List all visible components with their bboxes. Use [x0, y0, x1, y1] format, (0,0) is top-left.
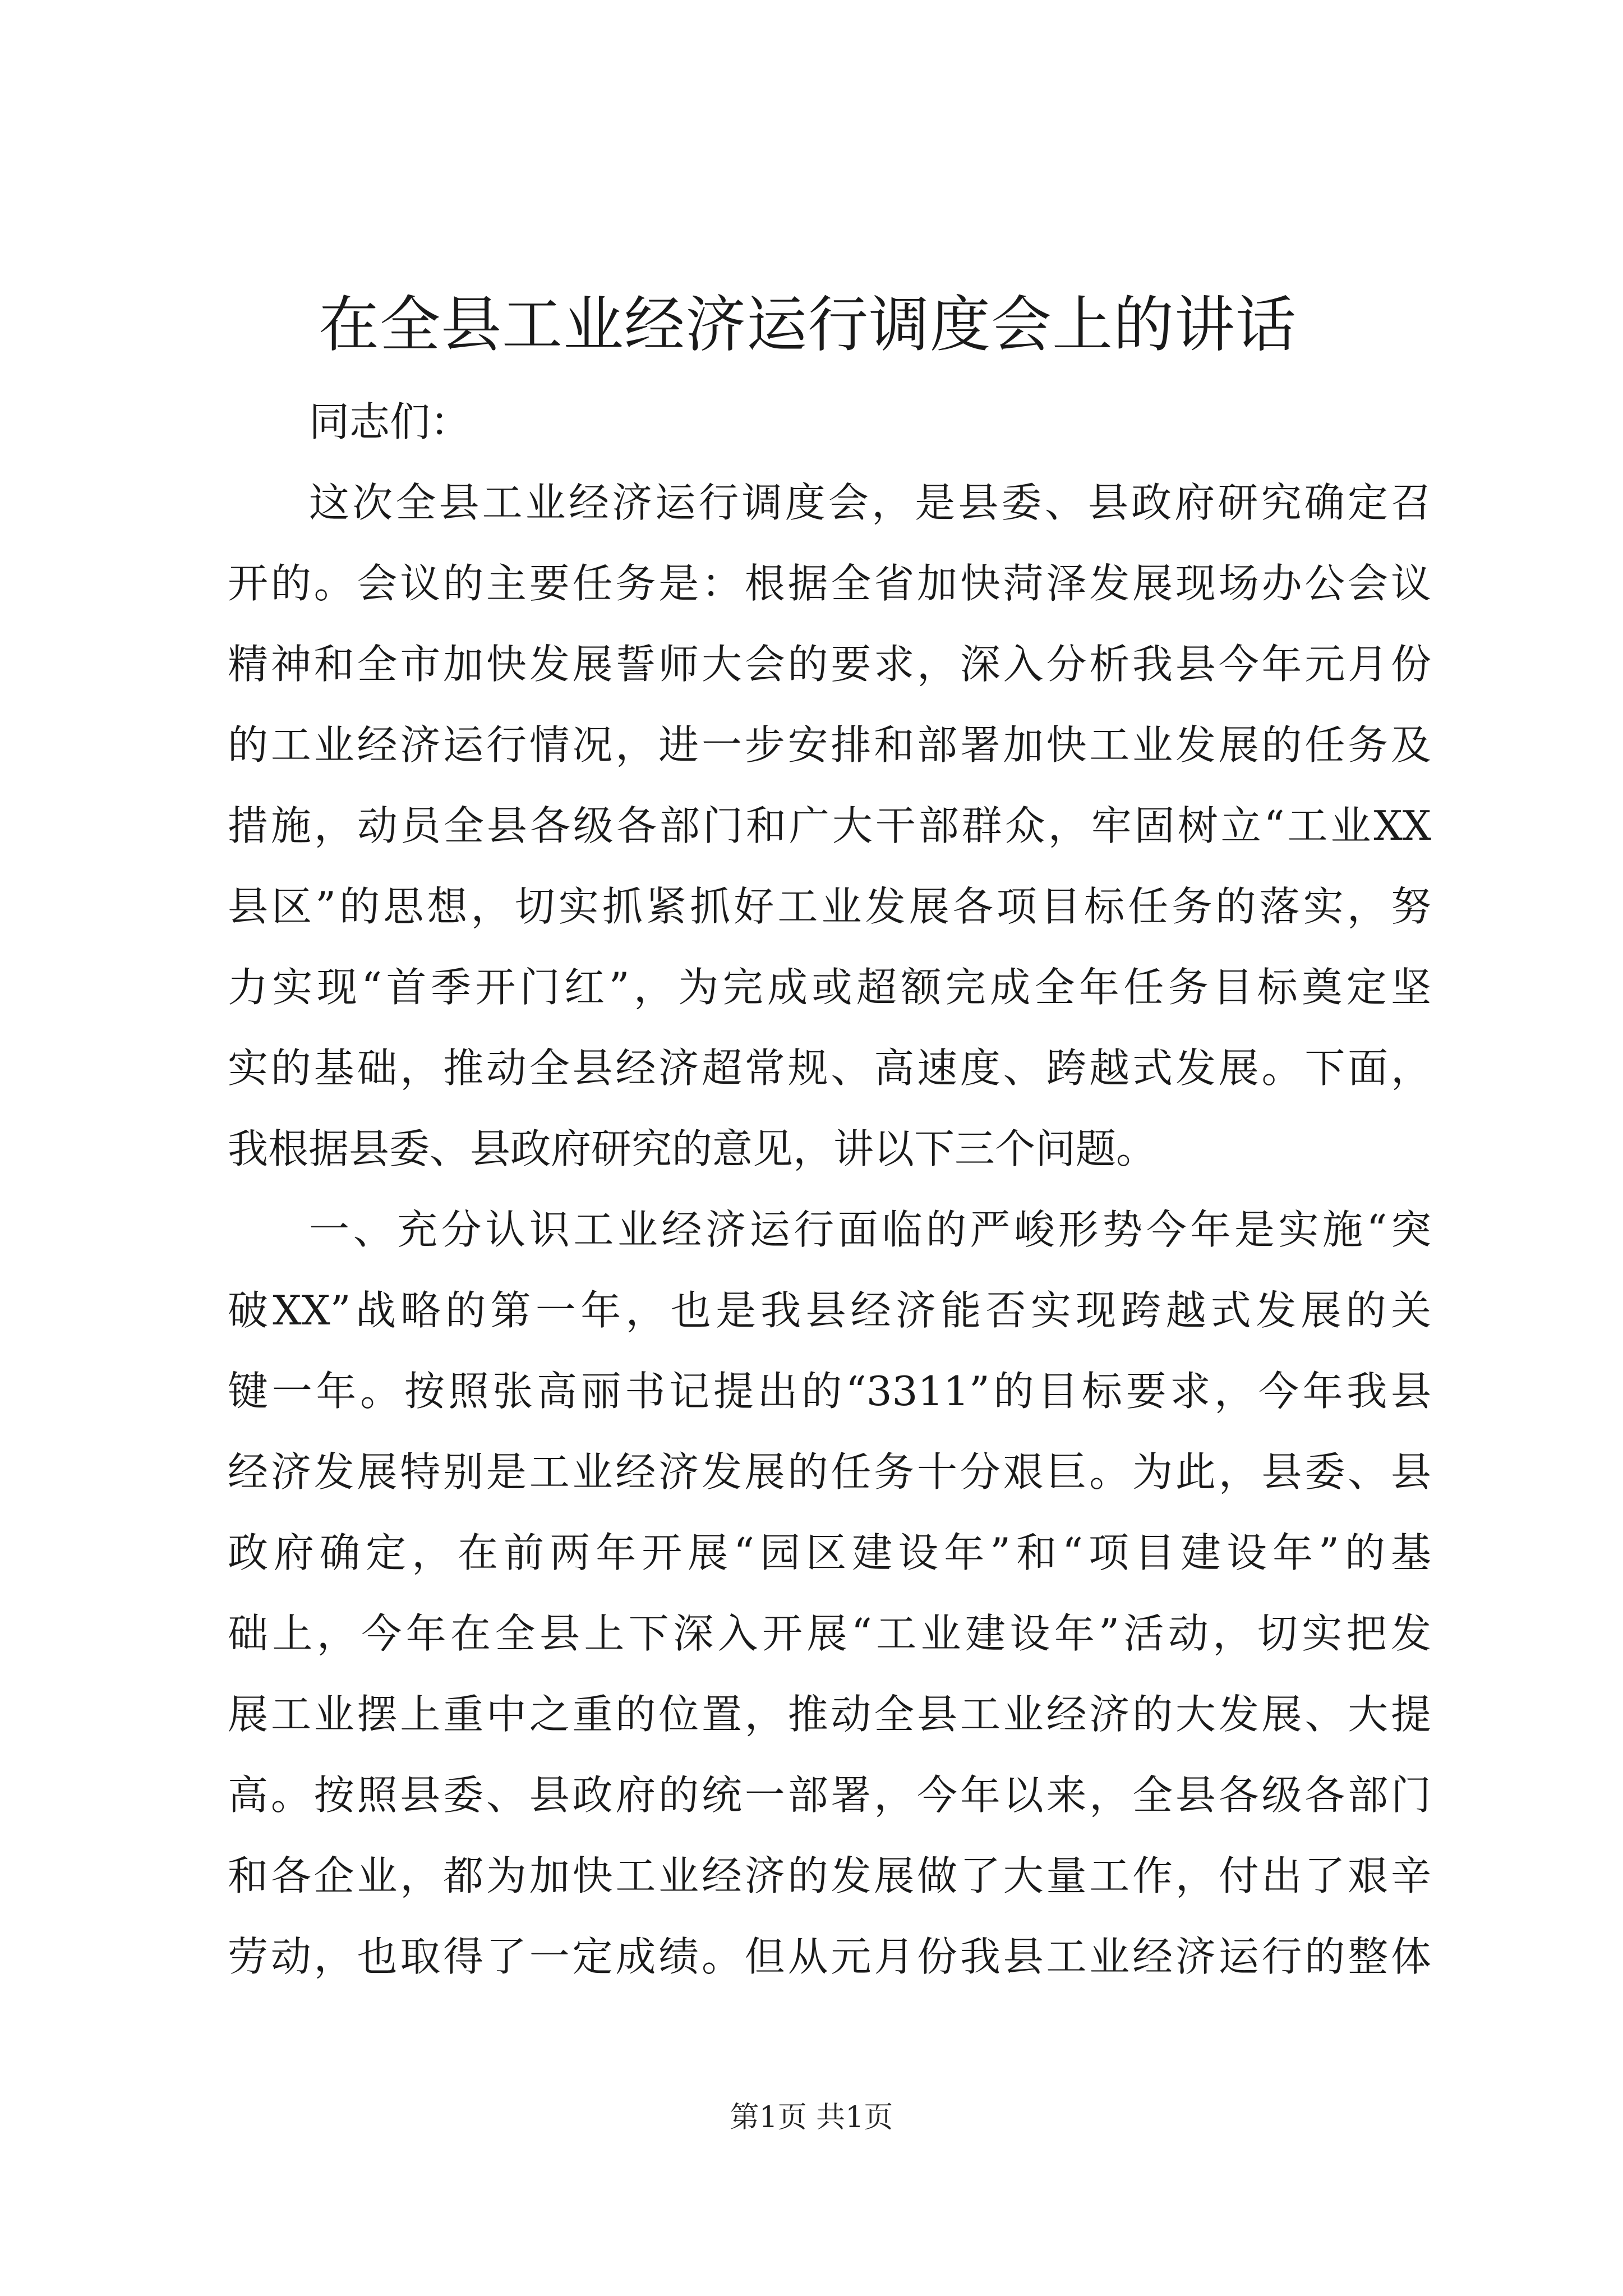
- paragraph-line: 力实现“首季开门红”，为完成或超额完成全年任务目标奠定坚: [228, 964, 1431, 1011]
- paragraph-line: 的工业经济运行情况，进一步安排和部署加快工业发展的任务及: [228, 721, 1431, 769]
- paragraph-line: 措施，动员全县各级各部门和广大干部群众，牢固树立“工业XX: [228, 802, 1431, 849]
- paragraph-line: 劳动，也取得了一定成绩。但从元月份我县工业经济运行的整体: [228, 1933, 1431, 1980]
- paragraph-line: 高。按照县委、县政府的统一部署，今年以来，全县各级各部门: [228, 1772, 1431, 1819]
- paragraph-line: 精神和全市加快发展誓师大会的要求，深入分析我县今年元月份: [228, 641, 1431, 688]
- paragraph-line: 实的基础，推动全县经济超常规、高速度、跨越式发展。下面，: [228, 1045, 1431, 1092]
- paragraph-line: 展工业摆上重中之重的位置，推动全县工业经济的大发展、大提: [228, 1691, 1431, 1738]
- paragraph-line: 县区”的思想，切实抓紧抓好工业发展各项目标任务的落实，努: [228, 883, 1431, 930]
- paragraph-line: 础上，今年在全县上下深入开展“工业建设年”活动，切实把发: [228, 1610, 1431, 1657]
- paragraph-line: 破XX”战略的第一年，也是我县经济能否实现跨越式发展的关: [228, 1287, 1431, 1334]
- salutation-line: 同志们：: [309, 398, 471, 445]
- paragraph-line: 经济发展特别是工业经济发展的任务十分艰巨。为此，县委、县: [228, 1448, 1431, 1496]
- document-title: 在全县工业经济运行调度会上的讲话: [318, 290, 1297, 360]
- paragraph-line: 一、充分认识工业经济运行面临的严峻形势今年是实施“突: [309, 1206, 1431, 1253]
- paragraph-line: 键一年。按照张高丽书记提出的“3311”的目标要求，今年我县: [228, 1368, 1431, 1415]
- paragraph-line: 开的。会议的主要任务是：根据全省加快菏泽发展现场办公会议: [228, 560, 1431, 607]
- paragraph-line: 和各企业，都为加快工业经济的发展做了大量工作，付出了艰辛: [228, 1852, 1431, 1899]
- paragraph-line: 我根据县委、县政府研究的意见，讲以下三个问题。: [228, 1125, 1157, 1172]
- document-body: [228, 381, 1431, 1997]
- paragraph-line: 这次全县工业经济运行调度会，是县委、县政府研究确定召: [309, 479, 1431, 526]
- page-number-footer: 第1页 共1页: [730, 2101, 893, 2134]
- paragraph-line: 政府确定，在前两年开展“园区建设年”和“项目建设年”的基: [228, 1529, 1431, 1576]
